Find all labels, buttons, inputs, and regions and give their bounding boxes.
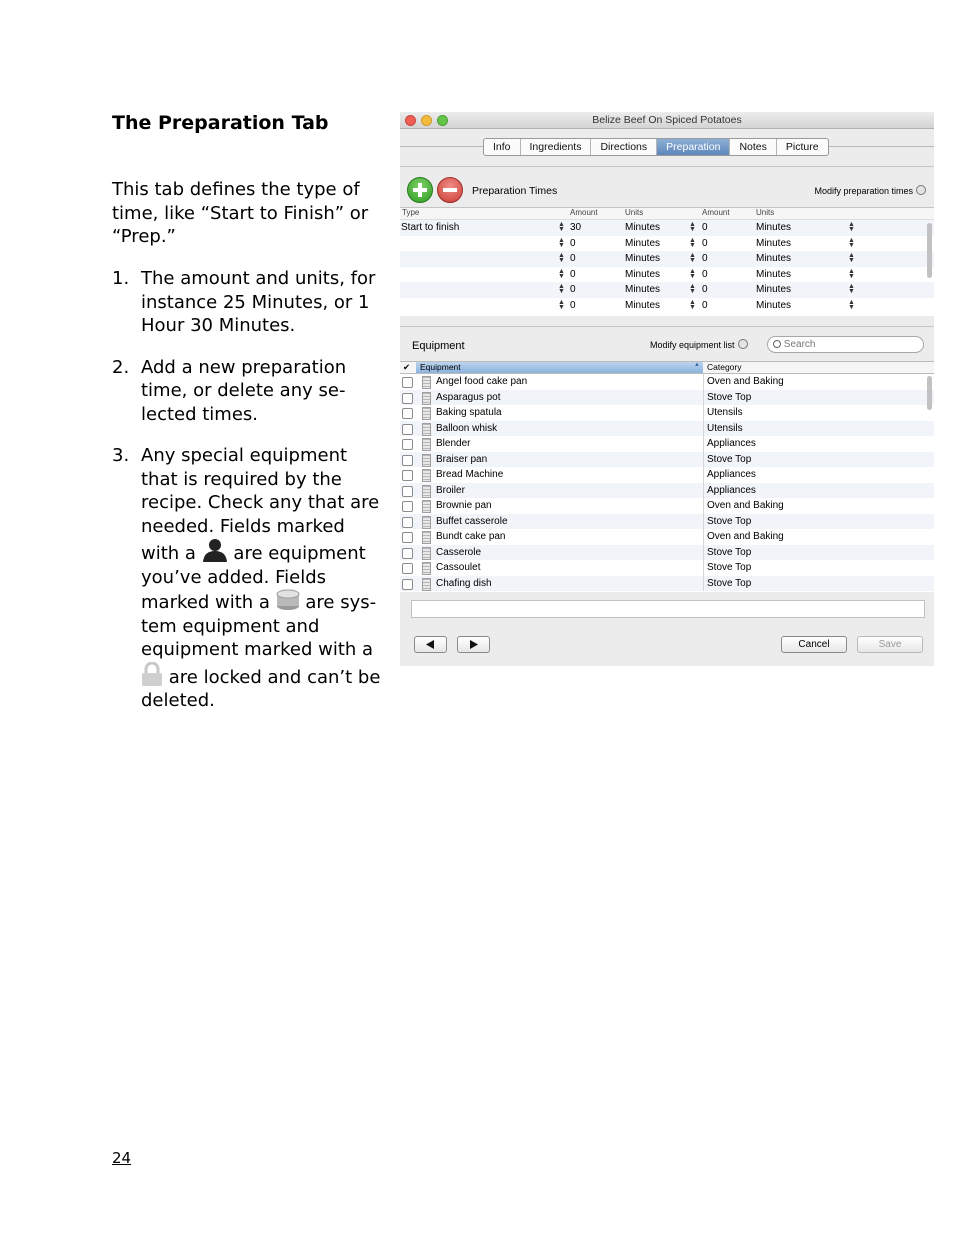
step-item (112, 356, 384, 427)
database-icon (422, 376, 431, 389)
units-cell[interactable]: Minutes (756, 284, 792, 295)
database-icon (422, 407, 431, 420)
modify-equipment-list-link[interactable]: Modify equipment list (650, 339, 748, 350)
equipment-category: Oven and Baking (707, 500, 784, 511)
units-cell[interactable]: Minutes (625, 253, 661, 264)
equipment-name: Bundt cake pan (436, 531, 506, 542)
units-cell[interactable]: Minutes (625, 284, 661, 295)
stepper-icon[interactable]: ▲ ▼ (558, 283, 565, 295)
equipment-category: Stove Top (707, 515, 752, 527)
amount-cell[interactable]: 0 (702, 222, 708, 233)
table-row[interactable] (400, 467, 934, 483)
category-column-header[interactable]: Category (707, 362, 742, 372)
stepper-icon[interactable]: ▲ ▼ (558, 252, 565, 264)
equipment-scrollbar[interactable] (927, 376, 932, 410)
database-icon (422, 438, 431, 451)
type-cell[interactable]: Start to finish (401, 222, 460, 233)
col-amount-2[interactable]: Amount (702, 208, 730, 217)
amount-cell[interactable]: 0 (702, 299, 708, 311)
units-cell[interactable]: Minutes (625, 299, 661, 311)
step-item (112, 444, 384, 713)
database-icon (422, 578, 431, 591)
stepper-icon[interactable]: ▲ ▼ (558, 267, 565, 280)
database-icon (422, 500, 431, 513)
equipment-name: Casserole (436, 546, 482, 558)
step-text: Add a new preparation time, or delete any se-lected times. (141, 356, 347, 425)
amount-cell[interactable]: 0 (702, 253, 708, 264)
equipment-checkbox[interactable] (402, 393, 413, 404)
equipment-checkbox[interactable] (402, 377, 413, 388)
previous-button[interactable] (414, 636, 447, 653)
stepper-icon[interactable]: ▲ ▼ (558, 236, 565, 249)
equipment-checkbox[interactable] (402, 517, 413, 528)
preparation-times-label: Preparation Times (472, 185, 558, 197)
stepper-icon[interactable]: ▲ ▼ (558, 221, 565, 233)
col-amount[interactable]: Amount (570, 208, 598, 217)
database-icon (422, 562, 431, 575)
step-item (112, 267, 384, 338)
table-row[interactable] (400, 267, 934, 283)
equipment-category: Utensils (707, 422, 743, 434)
intro-paragraph: This tab defines the type of time, like “Start to Finish” or “Prep.” (112, 179, 369, 247)
table-row[interactable] (400, 560, 934, 576)
table-row[interactable] (400, 514, 934, 530)
person-icon (202, 538, 228, 562)
units-cell[interactable]: Minutes (756, 237, 792, 249)
equipment-name: Bread Machine (436, 469, 504, 480)
stepper-icon[interactable]: ▲ ▼ (558, 298, 565, 311)
tab-preparation[interactable]: Preparation (657, 139, 730, 155)
equipment-checkbox[interactable] (402, 455, 413, 466)
equipment-checkbox[interactable] (402, 439, 413, 450)
lock-icon (141, 662, 163, 686)
amount-cell[interactable]: 0 (570, 284, 576, 295)
tab-directions[interactable]: Directions (591, 139, 657, 155)
step-text: Any special equipment that is required by the recipe. Check any that are needed. Fields marked with a (141, 445, 380, 564)
equipment-category: Stove Top (707, 577, 752, 589)
units-cell[interactable]: Minutes (625, 237, 661, 249)
table-row[interactable] (400, 498, 934, 514)
table-row[interactable] (400, 576, 934, 592)
equipment-note-field[interactable] (411, 600, 925, 618)
stepper-icon[interactable]: ▲ ▼ (689, 252, 696, 264)
stepper-icon[interactable]: ▲ ▼ (848, 298, 855, 311)
equipment-checkbox[interactable] (402, 486, 413, 497)
equipment-checkbox[interactable] (402, 424, 413, 435)
stepper-icon[interactable]: ▲ ▼ (689, 221, 696, 233)
database-icon (422, 423, 431, 436)
step-text: are locked and can’t be deleted. (141, 666, 381, 711)
units-cell[interactable]: Minutes (625, 268, 661, 280)
step-number: 3. (112, 445, 130, 466)
stepper-icon[interactable]: ▲ ▼ (848, 236, 855, 249)
equipment-category: Stove Top (707, 453, 752, 465)
table-row[interactable] (400, 282, 934, 298)
equipment-name: Cassoulet (436, 562, 481, 573)
equipment-category: Stove Top (707, 562, 752, 573)
table-row[interactable] (400, 236, 934, 252)
equipment-name: Braiser pan (436, 453, 488, 465)
next-button[interactable] (457, 636, 490, 653)
tab-notes[interactable]: Notes (730, 139, 776, 155)
units-cell[interactable]: Minutes (756, 299, 792, 311)
step-number: 2. (112, 356, 130, 378)
tab-group (483, 138, 829, 156)
database-icon (422, 531, 431, 544)
col-units[interactable]: Units (625, 208, 644, 217)
equipment-name: Angel food cake pan (436, 376, 528, 387)
step-number: 1. (112, 268, 130, 289)
database-icon (422, 516, 431, 529)
col-type[interactable]: Type (402, 208, 420, 217)
equipment-name: Asparagus pot (436, 391, 501, 403)
check-column-header[interactable]: ✔ (403, 362, 411, 372)
sort-ascending-icon: ▲ (694, 362, 700, 368)
search-placeholder: Search (783, 339, 816, 350)
equipment-checkbox[interactable] (402, 501, 413, 512)
equipment-table (400, 361, 934, 592)
equipment-category: Appliances (707, 469, 756, 480)
stepper-icon[interactable]: ▲ ▼ (848, 221, 855, 233)
table-row[interactable] (400, 436, 934, 452)
units-cell[interactable]: Minutes (756, 268, 792, 280)
remove-time-button[interactable] (437, 177, 463, 203)
amount-cell[interactable]: 0 (702, 268, 708, 280)
search-icon (773, 340, 781, 348)
preparation-times-bar (400, 167, 934, 207)
equipment-checkbox[interactable] (402, 579, 413, 590)
equipment-name: Brownie pan (436, 500, 492, 511)
stepper-icon[interactable]: ▲ ▼ (689, 236, 696, 249)
equipment-name: Broiler (436, 484, 465, 496)
table-row[interactable] (400, 452, 934, 468)
equipment-category: Appliances (707, 438, 756, 449)
database-icon (276, 589, 300, 611)
times-scrollbar[interactable] (927, 223, 932, 278)
equipment-category: Utensils (707, 407, 743, 418)
equipment-name: Chafing dish (436, 577, 492, 589)
equipment-category: Stove Top (707, 391, 752, 403)
equipment-checkbox[interactable] (402, 470, 413, 481)
amount-cell[interactable]: 0 (570, 237, 576, 249)
steps-list (112, 267, 384, 731)
amount-cell[interactable]: 0 (702, 237, 708, 249)
stepper-icon[interactable]: ▲ ▼ (848, 283, 855, 295)
equipment-checkbox[interactable] (402, 532, 413, 543)
equipment-checkbox[interactable] (402, 563, 413, 574)
database-icon (422, 392, 431, 405)
equipment-name: Blender (436, 438, 471, 449)
amount-cell[interactable]: 0 (570, 268, 576, 280)
amount-cell[interactable]: 0 (570, 299, 576, 311)
table-row[interactable] (400, 374, 934, 390)
table-row[interactable] (400, 390, 934, 406)
add-time-button[interactable] (407, 177, 433, 203)
table-row[interactable] (400, 405, 934, 421)
equipment-category: Appliances (707, 484, 756, 496)
equipment-checkbox[interactable] (402, 408, 413, 419)
equipment-category: Oven and Baking (707, 376, 784, 387)
times-rows (400, 220, 934, 313)
times-header (400, 208, 934, 220)
tab-info[interactable]: Info (484, 139, 521, 155)
database-icon (422, 454, 431, 467)
table-row[interactable] (400, 529, 934, 545)
cancel-button[interactable]: Cancel (781, 636, 847, 653)
amount-cell[interactable]: 0 (702, 284, 708, 295)
section-heading: The Preparation Tab (112, 112, 329, 134)
equipment-name: Baking spatula (436, 407, 502, 418)
tab-ingredients[interactable]: Ingredients (521, 139, 592, 155)
equipment-header (400, 362, 934, 374)
equipment-checkbox[interactable] (402, 548, 413, 559)
arrow-circle-icon (738, 339, 748, 349)
equipment-label: Equipment (412, 340, 465, 352)
units-cell[interactable]: Minutes (756, 253, 792, 264)
stepper-icon[interactable]: ▲ ▼ (848, 252, 855, 264)
units-cell[interactable]: Minutes (625, 222, 661, 233)
table-row[interactable] (400, 545, 934, 561)
table-row[interactable] (400, 251, 934, 267)
recipe-window (400, 112, 934, 666)
arrow-circle-icon (916, 185, 926, 195)
search-input[interactable] (767, 336, 924, 353)
equipment-bar (400, 326, 934, 361)
database-icon (422, 485, 431, 498)
equipment-column-header[interactable]: Equipment (420, 362, 461, 372)
step-text: The amount and units, for instance 25 Minutes, or 1 Hour 30 Minutes. (141, 268, 376, 336)
table-row[interactable] (400, 298, 934, 314)
title-bar (400, 112, 934, 129)
equipment-category: Oven and Baking (707, 531, 784, 542)
stepper-icon[interactable]: ▲ ▼ (689, 267, 696, 280)
database-icon (422, 469, 431, 482)
equipment-rows (400, 374, 934, 591)
page-number: 24 (112, 1149, 132, 1167)
modify-preparation-times-link[interactable]: Modify preparation times (814, 185, 926, 196)
tab-picture[interactable]: Picture (785, 141, 819, 153)
table-row[interactable] (400, 483, 934, 499)
equipment-name: Buffet casserole (436, 515, 508, 527)
window-title: Belize Beef On Spiced Potatoes (592, 114, 742, 126)
amount-cell[interactable]: 0 (570, 253, 576, 264)
equipment-category: Stove Top (707, 546, 752, 558)
preparation-times-table (400, 207, 934, 316)
step-text: are equipment you’ve added. Fields marked with a (141, 543, 366, 613)
table-row[interactable] (400, 421, 934, 437)
stepper-icon[interactable]: ▲ ▼ (689, 283, 696, 295)
stepper-icon[interactable]: ▲ ▼ (848, 267, 855, 280)
amount-cell[interactable]: 30 (570, 222, 582, 233)
database-icon (422, 547, 431, 560)
col-units-2[interactable]: Units (756, 208, 775, 217)
units-cell[interactable]: Minutes (756, 222, 792, 233)
minus-icon (443, 188, 457, 192)
arrow-right-icon (458, 637, 489, 652)
step-text: are sys-tem equipment and equipment marked with a (141, 592, 377, 660)
table-row[interactable] (400, 220, 934, 236)
arrow-left-icon (415, 637, 446, 652)
stepper-icon[interactable]: ▲ ▼ (689, 298, 696, 311)
tab-bar (400, 129, 934, 167)
equipment-name: Balloon whisk (436, 422, 498, 434)
save-button[interactable]: Save (857, 636, 923, 653)
